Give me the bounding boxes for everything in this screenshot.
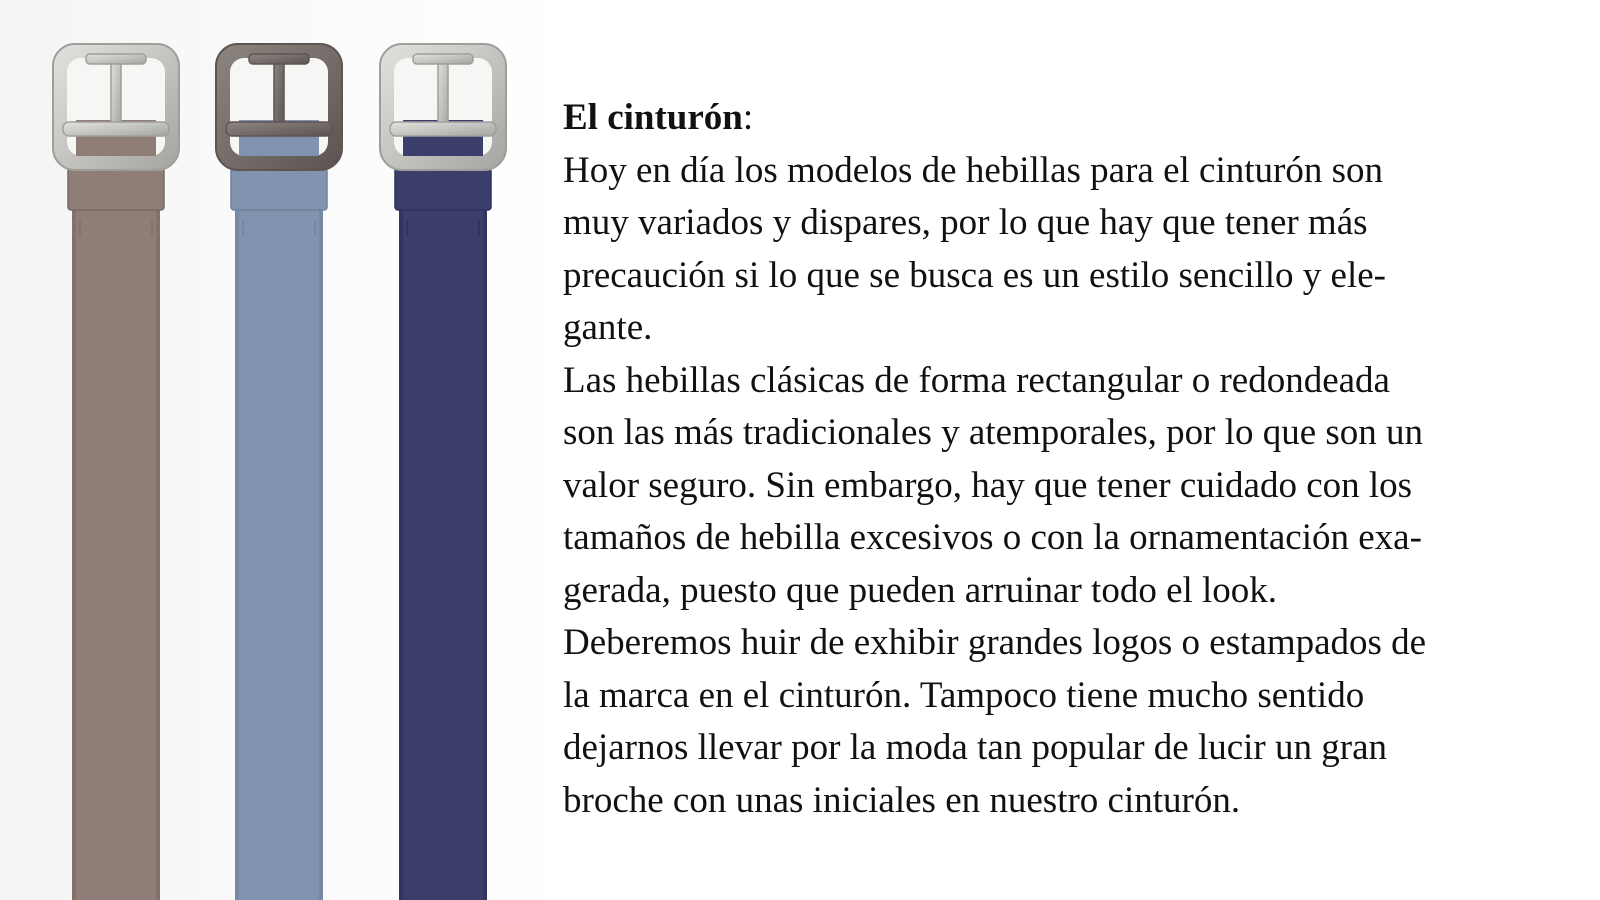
belt-1-strap	[72, 150, 160, 900]
paragraph-2-line-5: gerada, puesto que pueden arruinar todo el look.	[563, 569, 1278, 611]
article-text	[563, 92, 1583, 827]
belt-3-keeper	[395, 168, 491, 210]
paragraph-1-line-3: precaución si lo que se busca es un estilo sencillo y ele-	[563, 254, 1386, 296]
heading-title: El cinturón	[563, 97, 743, 138]
belt-2	[216, 44, 342, 900]
belt-2-keeper	[231, 168, 327, 210]
paragraph-2-line-1: Las hebillas clásicas de forma rectangular o redondeada	[563, 359, 1390, 401]
paragraph-1-line-4: gante.	[563, 307, 653, 348]
paragraph-3-line-4: broche con unas iniciales en nuestro cinturón.	[563, 779, 1241, 821]
article-heading	[563, 92, 1583, 145]
belts-photo	[0, 0, 565, 900]
belt-2-strap	[235, 150, 323, 900]
paragraph-2-line-4: tamaños de hebilla excesivos o con la ornamentación exa-	[563, 517, 1422, 558]
belt-3-strap	[399, 150, 487, 900]
belt-1	[53, 44, 179, 900]
belt-2-buckle	[216, 44, 342, 170]
belt-1-buckle	[53, 44, 179, 170]
paragraph-2-line-3: valor seguro. Sin embargo, hay que tener cuidado con los	[563, 464, 1413, 506]
heading-colon: :	[742, 97, 754, 138]
belt-3-buckle	[380, 44, 506, 170]
paragraph-3-line-3: dejarnos llevar por la moda tan popular de lucir un gran	[563, 727, 1387, 768]
paragraph-3-line-2: la marca en el cinturón. Tampoco tiene mucho sentido	[563, 674, 1365, 716]
belt-1-keeper	[68, 168, 164, 210]
belts-illustration	[0, 0, 565, 900]
paragraph-1-line-1: Hoy en día los modelos de hebillas para el cinturón son	[563, 149, 1383, 191]
paragraph-3-line-1: Deberemos huir de exhibir grandes logos o estampados de	[563, 622, 1427, 663]
belt-3	[380, 44, 506, 900]
paragraph-1-line-2: muy variados y dispares, por lo que hay que tener más	[563, 202, 1368, 243]
paragraph-2-line-2: son las más tradicionales y atemporales, por lo que son un	[563, 412, 1424, 453]
